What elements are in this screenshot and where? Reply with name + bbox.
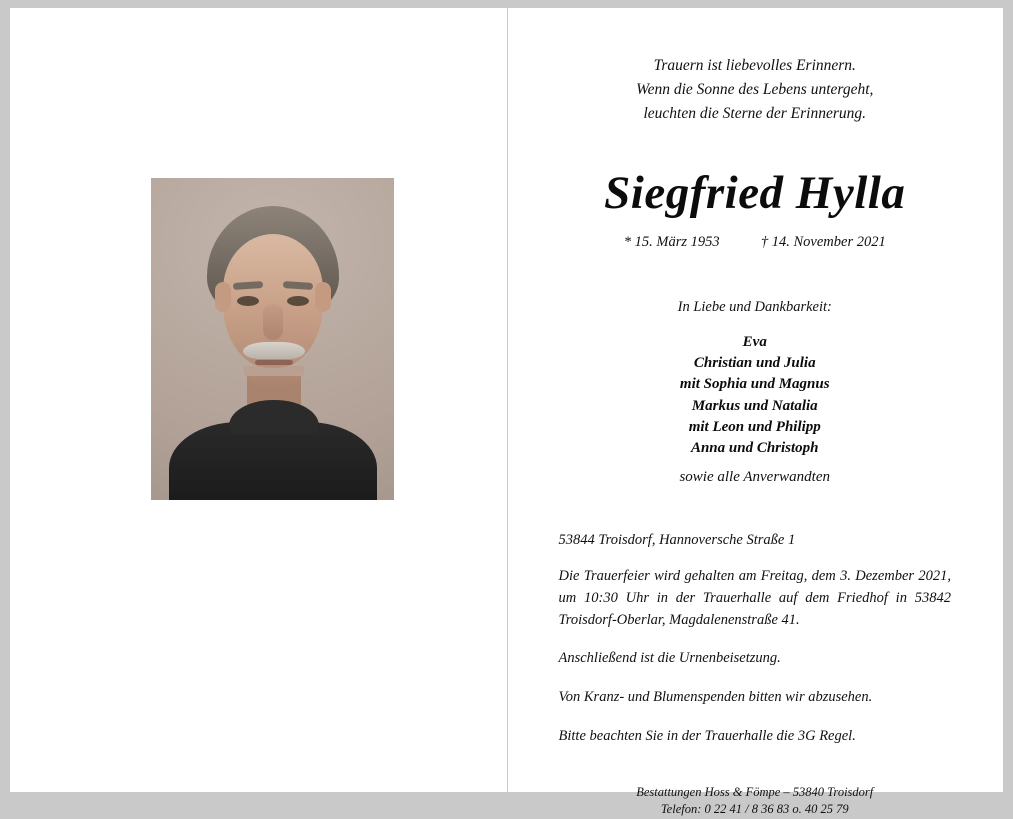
left-page (10, 8, 507, 792)
family-member-3: mit Sophia und Magnus (679, 376, 830, 393)
family-closing-line: sowie alle Anverwandten (679, 468, 831, 485)
funeral-service-paragraph: Die Trauerfeier wird gehalten am Freitag, dem 3. Dezember 2021, um 10:30 Uhr in der Trauerhalle auf dem Friedhof in 53842 Troisdorf-Oberlar, Magdalenenstraße 41. (558, 568, 951, 628)
verse-line-1: Trauern ist liebevolles Erinnern. (653, 57, 856, 74)
urn-burial-paragraph: Anschließend ist die Urnenbeisetzung. (558, 650, 781, 667)
portrait-ear-left (215, 282, 231, 312)
family-member-6: Anna und Christoph (690, 440, 819, 457)
birth-date: * 15. März 1953 (623, 233, 720, 250)
deceased-name: Siegfried Hylla (604, 167, 906, 220)
family-member-5: mit Leon und Philipp (688, 418, 821, 435)
death-date: † 14. November 2021 (760, 233, 886, 250)
covid-rule-paragraph: Bitte beachten Sie in der Trauerhalle die 3G Regel. (558, 727, 856, 744)
verse-line-2: Wenn die Sonne des Lebens untergeht, (636, 81, 874, 99)
address-line: 53844 Troisdorf, Hannoversche Straße 1 (558, 532, 796, 549)
memorial-card (10, 8, 1003, 817)
portrait-mustache (243, 342, 305, 359)
life-dates (559, 234, 952, 251)
portrait-eye-left (237, 296, 259, 306)
verse-line-3: leuchten die Sterne der Erinnerung. (643, 105, 867, 123)
funeral-home-phone: Telefon: 0 22 41 / 8 36 83 o. 40 25 79 (660, 802, 849, 817)
funeral-home-name: Bestattungen Hoss & Fömpe – 53840 Troisdorf (636, 784, 874, 799)
family-member-4: Markus und Natalia (691, 397, 818, 414)
portrait-eye-right (287, 296, 309, 306)
no-flowers-paragraph: Von Kranz- und Blumenspenden bitten wir abzusehen. (558, 689, 873, 706)
portrait-ear-right (315, 282, 331, 312)
dedication-line: In Liebe und Dankbarkeit: (677, 298, 832, 315)
family-list (559, 332, 952, 488)
funeral-home-footer (559, 784, 952, 819)
portrait-mouth (255, 360, 293, 365)
memorial-verse (559, 54, 952, 126)
right-page (507, 8, 1004, 817)
portrait-photo (151, 178, 394, 500)
portrait-nose (263, 304, 283, 340)
family-member-2: Christian und Julia (693, 355, 816, 372)
family-member-1: Eva (742, 333, 767, 350)
